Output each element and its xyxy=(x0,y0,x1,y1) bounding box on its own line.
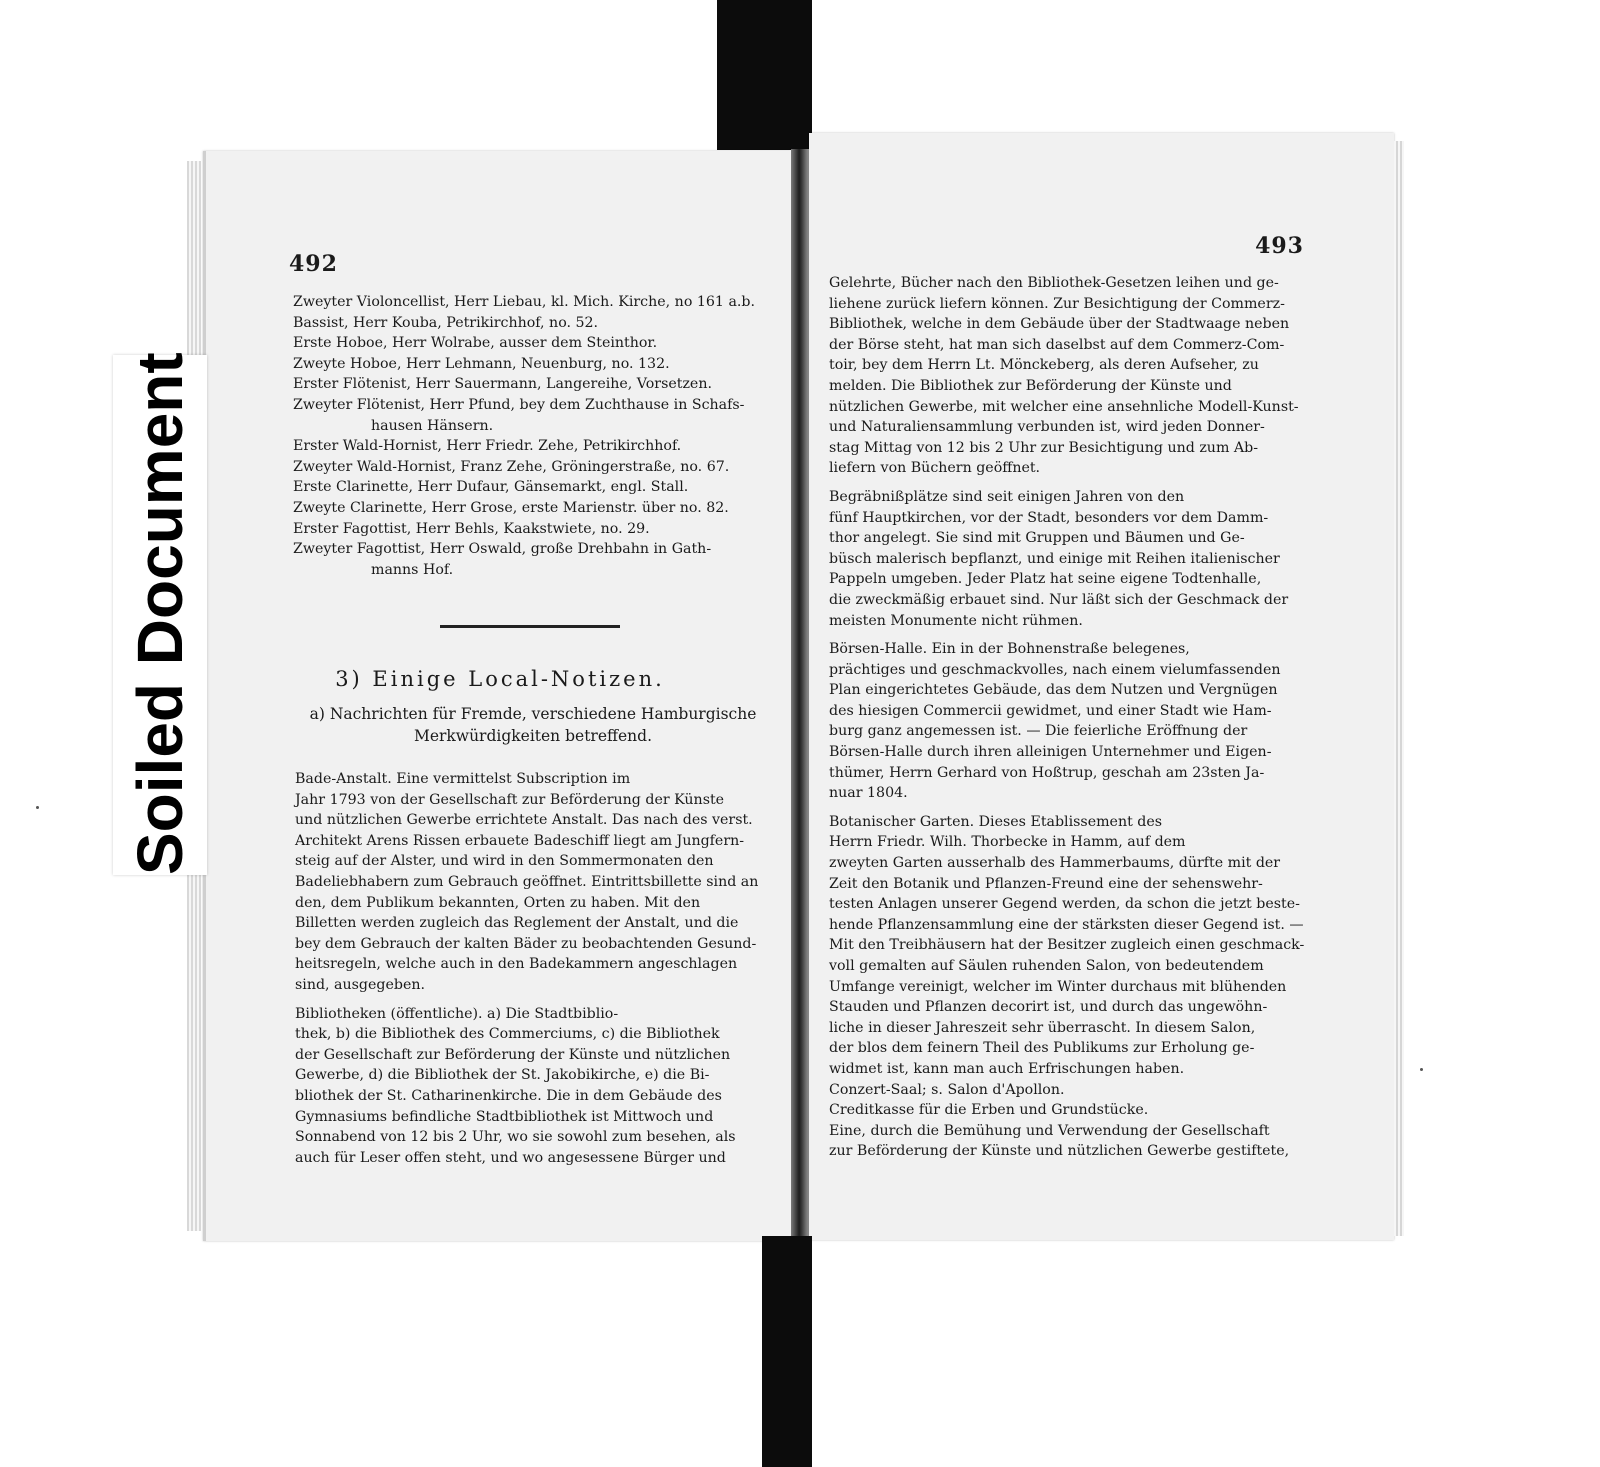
text-line: thümer, Herrn Gerhard von Hoßtrup, geschah am 23sten Ja- xyxy=(829,764,1265,781)
paragraph-gap xyxy=(829,479,1319,487)
book-gutter xyxy=(791,149,809,1241)
text-line: Zweyter Flötenist, Herr Pfund, bey dem Zuchthause in Schafs- xyxy=(293,396,745,413)
text-line: Mit den Treibhäusern hat der Besitzer zugleich einen geschmack- xyxy=(829,937,1305,954)
text-line: burg ganz angemessen ist. — Die feierliche Eröffnung der xyxy=(829,723,1248,740)
text-line: manns Hof. xyxy=(371,561,454,578)
label-text: Soiled Document xyxy=(124,352,196,875)
text-line: Zeit den Botanik und Pflanzen-Freund eine der sehenswehr- xyxy=(829,875,1263,892)
text-line: Stauden und Pflanzen decorirt ist, und durch das ungewöhn- xyxy=(829,999,1268,1016)
text-line: widmet ist, kann man auch Erfrischungen haben. xyxy=(829,1060,1185,1077)
text-line: Zweyter Violoncellist, Herr Liebau, kl. Mich. Kirche, no 161 a.b. xyxy=(293,294,756,310)
text-line: thor angelegt. Sie sind mit Gruppen und Bäumen und Ge- xyxy=(829,530,1245,547)
text-line: auch für Leser offen steht, und wo angesessene Bürger und xyxy=(295,1149,726,1166)
page-number-left: 492 xyxy=(289,251,338,277)
text-line: melden. Die Bibliothek zur Beförderung der Künste und xyxy=(829,377,1232,394)
text-line: der Gesellschaft zur Beförderung der Künste und nützlichen xyxy=(295,1046,731,1063)
right-body-text xyxy=(829,273,1319,1162)
page-edges-right xyxy=(1394,141,1404,1236)
text-line: Erster Flötenist, Herr Sauermann, Langereihe, Vorsetzen. xyxy=(293,376,712,393)
text-line: Plan eingerichtetes Gebäude, das dem Nutzen und Vergnügen xyxy=(829,682,1278,699)
text-line: Gymnasiums befindliche Stadtbibliothek ist Mittwoch und xyxy=(295,1108,714,1125)
text-line: Herrn Friedr. Wilh. Thorbecke in Hamm, auf dem xyxy=(829,834,1186,851)
text-line: prächtiges und geschmackvolles, nach einem vielumfassenden xyxy=(829,661,1281,678)
text-line: Umfange vereinigt, welcher im Winter durchaus mit blühenden xyxy=(829,978,1287,995)
text-line: liche in dieser Jahreszeit sehr überrascht. In diesem Salon, xyxy=(829,1019,1256,1036)
text-line: bey dem Gebrauch der kalten Bäder zu beobachtenden Gesund- xyxy=(295,935,757,952)
text-line: hausen Hänsern. xyxy=(371,417,494,434)
text-line: Bibliothek, welche in dem Gebäude über der Stadtwaage neben xyxy=(829,316,1290,333)
text-line: voll gemalten auf Säulen ruhenden Salon, von bedeutendem xyxy=(829,958,1264,974)
text-line: thek, b) die Bibliothek des Commerciums, c) die Bibliothek xyxy=(295,1026,720,1043)
page-number-right: 493 xyxy=(1255,233,1304,259)
text-line: Bibliotheken (öffentliche). a) Die Stadtbiblio- xyxy=(295,1005,619,1022)
text-line: Börsen-Halle. Ein in der Bohnenstraße belegenes, xyxy=(829,641,1190,658)
text-line: und Naturaliensammlung verbunden ist, wird jeden Donner- xyxy=(829,419,1265,436)
text-line: Sonnabend von 12 bis 2 Uhr, wo sie sowohl zum besehen, als xyxy=(295,1129,736,1146)
text-line: Eine, durch die Bemühung und Verwendung der Gesellschaft xyxy=(829,1122,1270,1139)
text-line: bliothek der St. Catharinenkirche. Die in dem Gebäude des xyxy=(295,1087,722,1104)
text-line: zweyten Garten ausserhalb des Hammerbaums, dürfte mit der xyxy=(829,855,1281,872)
text-line: der Börse steht, hat man sich daselbst auf dem Commerz-Com- xyxy=(829,336,1285,353)
subtitle-line: a) Nachrichten für Fremde, verschiedene Hamburgische xyxy=(309,705,757,723)
text-line: nützlichen Gewerbe, mit welcher eine ansehnliche Modell-Kunst- xyxy=(829,398,1299,415)
text-line: stag Mittag von 12 bis 2 Uhr zur Besichtigung und zum Ab- xyxy=(829,439,1259,456)
text-line: des hiesigen Commercii gewidmet, und einer Stadt wie Ham- xyxy=(829,702,1272,719)
left-page xyxy=(203,151,791,1241)
text-line: den, dem Publikum bekannten, Orten zu haben. Mit den xyxy=(295,894,701,911)
text-line: toir, bey dem Herrn Lt. Mönckeberg, als deren Aufseher, zu xyxy=(829,357,1259,374)
text-line: Begräbnißplätze sind seit einigen Jahren von den xyxy=(829,488,1185,505)
text-line: hende Pflanzensammlung eine der stärksten dieser Gegend ist. — xyxy=(829,916,1304,933)
bookmark-ribbon-bottom xyxy=(762,1236,812,1467)
section-subtitle xyxy=(284,703,782,747)
text-line: steig auf der Alster, und wird in den Sommermonaten den xyxy=(295,853,714,870)
paragraph-gap xyxy=(295,996,781,1004)
text-line: Erste Clarinette, Herr Dufaur, Gänsemarkt, engl. Stall. xyxy=(293,479,689,496)
text-line: Erster Fagottist, Herr Behls, Kaakstwiete, no. 29. xyxy=(293,520,650,537)
subtitle-line: Merkwürdigkeiten betreffend. xyxy=(413,727,653,745)
text-line: der blos dem feinern Theil des Publikums zur Erholung ge- xyxy=(829,1040,1255,1057)
text-line: Creditkasse für die Erben und Grundstücke. xyxy=(829,1102,1149,1119)
paragraph-gap xyxy=(829,631,1319,639)
section-title: 3) Einige Local-Notizen. xyxy=(335,667,665,691)
text-line: fünf Hauptkirchen, vor der Stadt, besonders vor dem Damm- xyxy=(829,509,1269,526)
text-line: Zweyter Fagottist, Herr Oswald, große Drehbahn in Gath- xyxy=(293,541,712,558)
musician-list xyxy=(293,292,783,580)
text-line: Börsen-Halle durch ihren alleinigen Unternehmer und Eigen- xyxy=(829,744,1272,761)
text-line: testen Anlagen unserer Gegend werden, da schon die jetzt beste- xyxy=(829,896,1300,913)
text-line: büsch malerisch bepflanzt, und einige mit Reihen italienischer xyxy=(829,550,1280,567)
text-line: sind, ausgegeben. xyxy=(295,976,426,993)
text-line: Pappeln umgeben. Jeder Platz hat seine eigene Todtenhalle, xyxy=(829,571,1262,588)
text-line: zur Beförderung der Künste und nützlichen Gewerbe gestiftete, xyxy=(829,1143,1290,1160)
section-divider xyxy=(440,625,620,628)
text-line: Conzert-Saal; s. Salon d'Apollon. xyxy=(829,1081,1065,1098)
open-book xyxy=(183,133,1405,1240)
text-line: meisten Monumente nicht rühmen. xyxy=(829,612,1083,629)
left-body-text xyxy=(295,769,781,1168)
text-line: Bassist, Herr Kouba, Petrikirchhof, no. 52. xyxy=(293,314,599,331)
text-line: liehene zurück liefern können. Zur Besichtigung der Commerz- xyxy=(829,295,1285,312)
paragraph-gap xyxy=(829,804,1319,812)
text-line: Gelehrte, Bücher nach den Bibliothek-Gesetzen leihen und ge- xyxy=(829,275,1279,291)
text-line: Gewerbe, d) die Bibliothek der St. Jakobikirche, e) die Bi- xyxy=(295,1067,710,1084)
text-line: die zweckmäßig erbauet sind. Nur läßt sich der Geschmack der xyxy=(829,591,1289,608)
text-line: Botanischer Garten. Dieses Etablissement des xyxy=(829,813,1163,830)
text-line: Erster Wald-Hornist, Herr Friedr. Zehe, Petrikirchhof. xyxy=(293,438,682,455)
text-line: Billetten werden zugleich das Reglement der Anstalt, und die xyxy=(295,915,739,932)
text-line: Erste Hoboe, Herr Wolrabe, ausser dem Steinthor. xyxy=(293,335,658,352)
text-line: Badeliebhabern zum Gebrauch geöffnet. Eintrittsbillette sind an xyxy=(295,873,759,890)
text-line: und nützlichen Gewerbe errichtete Anstalt. Das nach des verst. xyxy=(295,812,753,829)
text-line: Zweyte Clarinette, Herr Grose, erste Marienstr. über no. 82. xyxy=(293,499,729,516)
bookmark-ribbon-top xyxy=(717,0,812,150)
soiled-document-label xyxy=(113,352,207,875)
right-page xyxy=(809,133,1394,1240)
text-line: liefern von Büchern geöffnet. xyxy=(829,460,1041,477)
text-line: heitsregeln, welche auch in den Badekammern angeschlagen xyxy=(295,956,738,973)
text-line: nuar 1804. xyxy=(829,785,908,802)
text-line: Bade-Anstalt. Eine vermittelst Subscription im xyxy=(295,771,631,787)
text-line: Jahr 1793 von der Gesellschaft zur Beförderung der Künste xyxy=(295,791,725,808)
speck xyxy=(1420,1068,1423,1071)
speck xyxy=(36,806,39,809)
text-line: Zweyter Wald-Hornist, Franz Zehe, Gröningerstraße, no. 67. xyxy=(293,458,730,475)
text-line: Architekt Arens Rissen erbauete Badeschiff liegt am Jungfern- xyxy=(295,832,745,849)
text-line: Zweyte Hoboe, Herr Lehmann, Neuenburg, no. 132. xyxy=(293,355,670,372)
